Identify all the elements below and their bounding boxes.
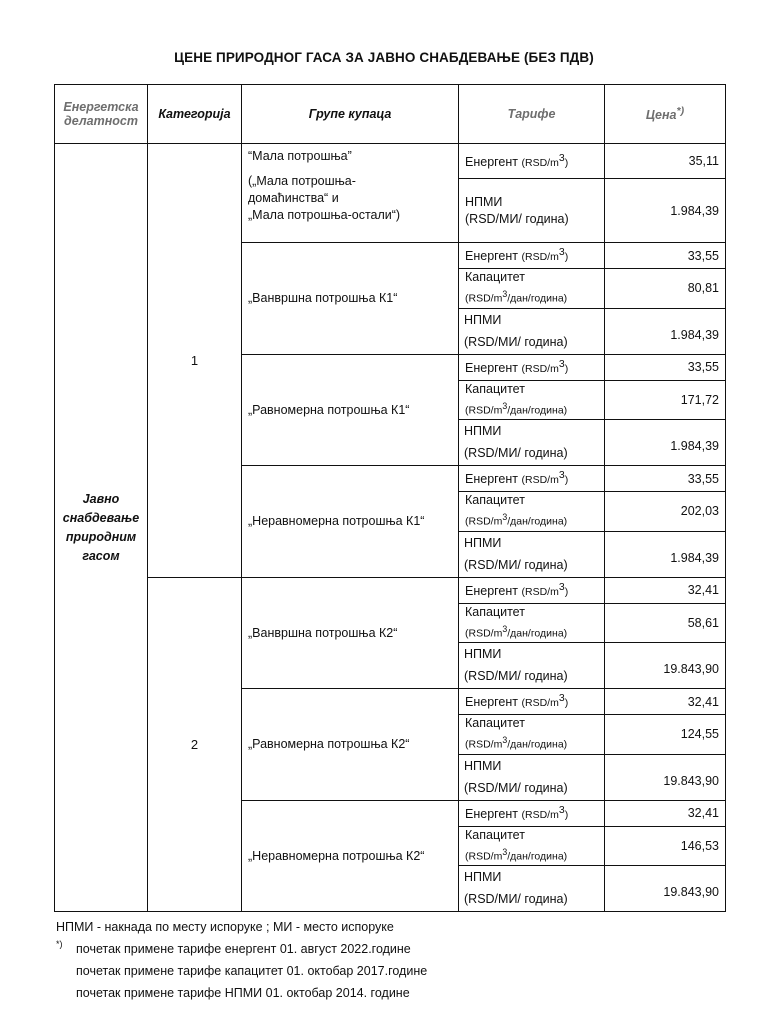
header-price-label: Цена [645,108,677,123]
unit-close: ) [564,697,569,710]
header-groups: Групе купаца [242,85,459,144]
tariff-capacity [459,269,605,309]
capacity-unit-a: (RSD/m [465,738,503,751]
customer-group-cell: „Ванвршна потрошња К2“ [242,577,459,689]
capacity-unit-b: /дан/година) [507,292,568,305]
tariff-npmi-unit: (RSD/МИ/ година) [464,557,568,572]
unit-superscript: 3 [502,623,508,634]
header-price-mark: *) [676,105,685,118]
customer-group-cell: „Равномерна потрошња К2“ [242,689,459,801]
tariff-capacity-unit [465,398,598,420]
price-value: 33,55 [605,354,726,380]
unit-superscript: 3 [502,289,508,299]
tariff-energent [459,144,605,179]
gas-price-table [54,84,726,912]
tariff-energent [459,800,605,826]
unit-superscript: 3 [502,512,508,522]
tariff-npmi-unit: (RSD/МИ/ година) [464,669,568,683]
capacity-unit-a: (RSD/m [465,850,503,862]
price-value: 146,53 [605,826,726,866]
customer-group-cell: „Ванвршна потрошња К1“ [242,243,459,355]
customer-group-line: “Мала потрошња” [248,149,352,163]
customer-group-cell [242,144,459,243]
tariff-capacity-unit [465,732,598,754]
capacity-unit-a: (RSD/m [465,404,503,416]
footnotes [56,916,427,1004]
tariff-capacity-unit [465,844,598,866]
tariff-npmi-label: НПМИ [464,535,502,550]
price-value: 1.984,39 [605,179,726,243]
tariff-npmi-label: НПМИ [464,424,502,438]
header-category: Категорија [148,85,242,144]
capacity-unit-a: (RSD/m [465,627,503,639]
footnote-line: почетак примене тарифе капацитет 01. октобар 2017.године [76,964,428,978]
tariff-npmi-unit: (RSD/МИ/ година) [464,446,568,460]
unit-close: ) [564,157,569,170]
tariff-capacity [459,826,605,866]
customer-group-cell: „Неравномерна потрошња К1“ [242,466,459,578]
tariff-npmi-unit: (RSD/МИ/ година) [464,334,568,349]
tariff-capacity-label: Капацитет [465,493,525,507]
tariff-energent-unit: (RSD/m [521,157,559,170]
price-value: 35,11 [605,144,726,179]
tariff-npmi [459,754,605,800]
tariff-energent-unit: (RSD/m [521,586,559,599]
tariff-energent-unit: (RSD/m [521,697,559,710]
tariff-capacity-unit [465,621,598,643]
price-value: 33,55 [605,243,726,269]
tariff-capacity [459,492,605,532]
footnote-text: почетак примене тарифе енергент 01. август 2022.године [76,942,411,956]
unit-superscript: 3 [502,846,508,857]
customer-group-line: „Мала потрошња-остали“) [248,208,401,222]
tariff-energent-label: Енергент [465,807,519,822]
price-value: 1.984,39 [605,420,726,466]
footnote-line: почетак примене тарифе НПМИ 01. октобар 2014. године [76,986,410,1000]
unit-close: ) [564,809,569,822]
price-value: 171,72 [605,380,726,420]
header-price [605,85,726,144]
capacity-unit-b: /дан/година) [507,738,568,751]
tariff-capacity [459,380,605,420]
price-value: 19.843,90 [605,866,726,912]
tariff-npmi [459,308,605,354]
customer-group-cell: „Равномерна потрошња К1“ [242,354,459,466]
table-body [55,144,726,912]
tariff-energent-unit: (RSD/m [521,251,559,264]
capacity-unit-a: (RSD/m [465,292,503,305]
price-value: 80,81 [605,269,726,309]
tariff-npmi-label: НПМИ [464,870,502,884]
unit-close: ) [564,586,569,599]
tariff-capacity-unit [465,286,598,308]
price-value: 32,41 [605,577,726,603]
unit-close: ) [564,251,569,264]
unit-superscript: 3 [502,400,508,411]
tariff-energent-label: Енергент [465,472,519,487]
customer-group-line: („Мала потрошња- [248,174,356,188]
tariff-npmi-unit: (RSD/МИ/ година) [465,211,569,226]
footnote-legend: НПМИ - накнада по месту испоруке ; МИ - место испоруке [56,920,394,934]
tariff-npmi-label: НПМИ [464,312,502,327]
tariff-energent-unit: (RSD/m [521,809,559,822]
price-value: 1.984,39 [605,531,726,577]
table-row [55,577,726,603]
price-value: 33,55 [605,466,726,492]
tariff-capacity-unit [465,509,598,531]
unit-superscript: 3 [558,692,565,705]
tariff-npmi [459,531,605,577]
tariff-capacity-label: Капацитет [465,827,525,842]
capacity-unit-b: /дан/година) [507,515,568,528]
tariff-capacity-label: Капацитет [465,270,525,284]
page-title: ЦЕНЕ ПРИРОДНОГ ГАСА ЗА ЈАВНО СНАБДЕВАЊЕ (БЕЗ ПДВ) [174,50,594,65]
spacer [248,165,452,173]
unit-superscript: 3 [558,246,565,259]
unit-superscript: 3 [558,357,565,370]
tariff-capacity-label: Капацитет [465,381,525,396]
tariff-capacity-label: Капацитет [465,716,525,730]
unit-close: ) [564,474,569,487]
tariff-energent [459,354,605,380]
category-cell: 2 [148,577,242,912]
unit-superscript: 3 [502,735,508,745]
price-value: 124,55 [605,715,726,755]
capacity-unit-a: (RSD/m [465,515,503,528]
category-cell: 1 [148,144,242,578]
tariff-energent [459,577,605,603]
price-value: 32,41 [605,689,726,715]
tariff-energent-label: Енергент [465,249,519,264]
price-value: 19.843,90 [605,643,726,689]
activity-cell: Јавно снабдевање природним гасом [55,144,148,912]
tariff-energent-label: Енергент [465,155,519,170]
header-activity: Енергетска делатност [55,85,148,144]
price-value: 58,61 [605,603,726,643]
unit-superscript: 3 [558,580,565,593]
tariff-npmi-label: НПМИ [464,758,502,773]
tariff-npmi-unit: (RSD/МИ/ година) [464,780,568,795]
unit-superscript: 3 [558,803,565,816]
tariff-energent-label: Енергент [465,361,519,376]
price-value: 202,03 [605,492,726,532]
capacity-unit-b: /дан/година) [507,850,568,862]
tariff-npmi-label: НПМИ [465,194,503,209]
tariff-capacity [459,603,605,643]
tariff-npmi-unit: (RSD/МИ/ година) [464,892,568,906]
price-value: 19.843,90 [605,754,726,800]
header-tariffs: Тарифе [459,85,605,144]
tariff-energent-unit: (RSD/m [521,363,559,376]
tariff-energent [459,689,605,715]
unit-superscript: 3 [558,151,565,164]
capacity-unit-b: /дан/година) [507,627,568,639]
customer-group-line: домаћинства“ и [248,191,339,205]
tariff-npmi [459,420,605,466]
tariff-energent [459,466,605,492]
unit-superscript: 3 [558,469,565,482]
tariff-capacity-label: Капацитет [465,604,525,619]
footnote-mark: *) [56,939,63,949]
footnote-line [56,938,427,960]
price-value: 32,41 [605,800,726,826]
tariff-npmi-label: НПМИ [464,647,502,661]
tariff-capacity [459,715,605,755]
tariff-energent [459,243,605,269]
table-row [55,144,726,179]
tariff-npmi [459,643,605,689]
tariff-energent-label: Енергент [465,584,519,599]
customer-group-cell: „Неравномерна потрошња К2“ [242,800,459,912]
unit-close: ) [564,363,569,376]
tariff-energent-label: Енергент [465,695,519,710]
table-header-row [55,85,726,144]
tariff-npmi [459,866,605,912]
capacity-unit-b: /дан/година) [507,404,568,416]
tariff-energent-unit: (RSD/m [521,474,559,487]
tariff-npmi [459,179,605,243]
price-value: 1.984,39 [605,308,726,354]
